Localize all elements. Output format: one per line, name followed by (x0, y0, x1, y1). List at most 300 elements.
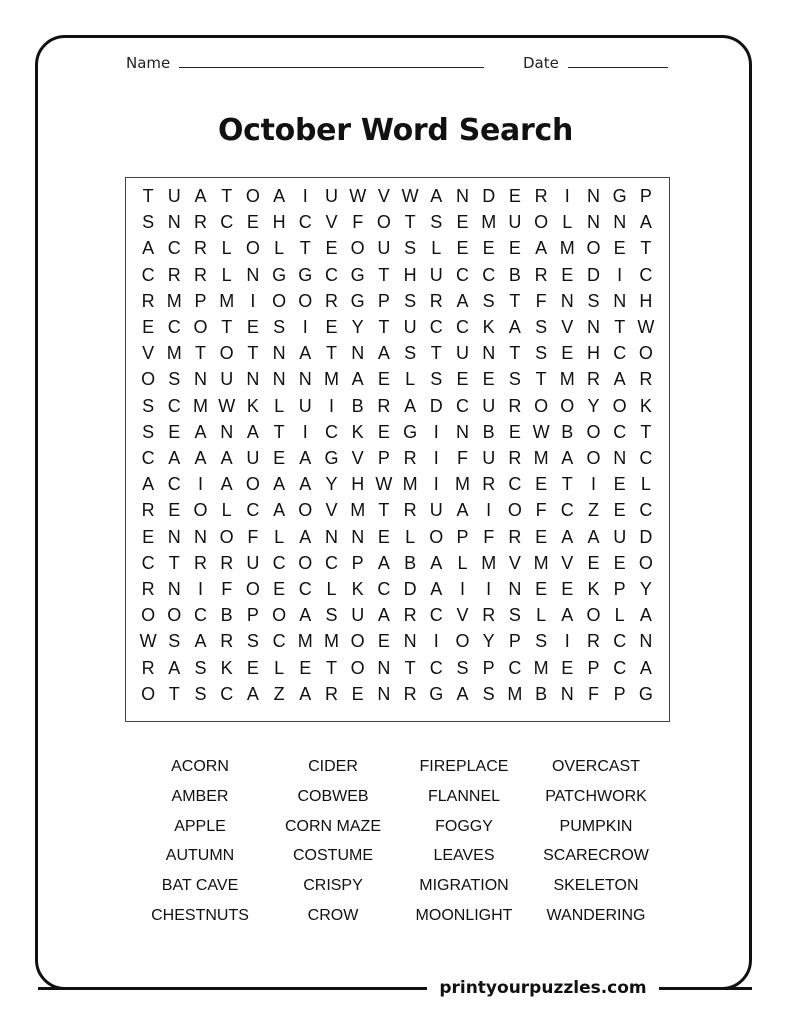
grid-letter: C (613, 631, 627, 652)
grid-letter: F (483, 526, 495, 547)
grid-letter: O (560, 395, 575, 416)
letter-grid (125, 177, 670, 722)
grid-row (126, 576, 671, 602)
grid-letter: U (455, 343, 469, 364)
grid-letter: E (273, 448, 286, 468)
grid-letter: S (535, 631, 548, 652)
grid-letter: O (167, 605, 182, 626)
grid-letter: N (272, 343, 286, 364)
grid-letter: S (508, 369, 521, 390)
grid-letter: E (561, 343, 574, 364)
grid-letter: R (403, 683, 417, 704)
grid-letter: H (403, 264, 417, 285)
grid-letter: O (298, 500, 313, 521)
grid-letter: C (141, 264, 155, 285)
grid-letter: N (586, 186, 600, 206)
grid-letter: P (377, 448, 390, 468)
grid-letter: O (350, 631, 365, 652)
grid-letter: U (613, 526, 627, 547)
grid-letter: C (613, 657, 627, 678)
word-item: COBWEB (297, 787, 369, 805)
grid-letter: V (377, 186, 390, 206)
grid-letter: F (587, 683, 599, 704)
grid-letter: C (167, 474, 181, 495)
grid-letter: R (482, 474, 496, 495)
grid-letter: M (166, 290, 182, 311)
grid-letter: A (456, 500, 469, 521)
grid-letter: R (141, 579, 155, 599)
grid-letter: V (351, 448, 364, 468)
grid-letter: O (141, 683, 156, 704)
grid-letter: I (486, 579, 492, 599)
grid-letter: B (220, 605, 233, 626)
grid-letter: D (586, 264, 600, 285)
grid-letter: N (246, 369, 260, 390)
date-label: Date (523, 54, 559, 72)
grid-letter: W (401, 186, 419, 206)
grid-letter: A (220, 448, 233, 468)
grid-letter: E (508, 421, 521, 442)
grid-letter: T (194, 343, 206, 364)
grid-letter: M (166, 343, 182, 364)
grid-letter: Y (482, 631, 495, 652)
grid-letter: I (459, 579, 465, 599)
grid-letter: N (455, 421, 469, 442)
grid-letter: T (325, 343, 337, 364)
grid-letter: P (377, 290, 390, 311)
grid-letter: G (612, 186, 627, 206)
grid-letter: A (299, 448, 312, 468)
word-column (263, 757, 403, 936)
grid-letter: E (168, 500, 181, 521)
grid-row (126, 655, 671, 681)
grid-letter: T (168, 552, 180, 573)
grid-letter: K (351, 421, 364, 442)
grid-letter: R (508, 395, 522, 416)
grid-letter: U (429, 264, 443, 285)
word-item: WANDERING (546, 906, 646, 924)
grid-row (126, 314, 671, 340)
grid-letter: H (586, 343, 600, 364)
grid-letter: O (141, 605, 156, 626)
grid-letter: G (638, 683, 653, 704)
grid-letter: S (587, 290, 600, 311)
grid-letter: S (456, 657, 469, 678)
grid-letter: N (246, 264, 260, 285)
grid-letter: C (508, 474, 522, 495)
grid-letter: U (351, 605, 365, 626)
grid-letter: E (613, 552, 626, 573)
grid-letter: I (328, 395, 334, 416)
grid-letter: L (562, 212, 573, 233)
grid-letter: R (534, 186, 548, 206)
grid-letter: S (482, 290, 495, 311)
grid-letter: G (403, 421, 418, 442)
grid-letter: M (533, 448, 549, 468)
grid-letter: L (274, 526, 285, 547)
grid-letter: P (587, 657, 600, 678)
grid-letter: P (482, 657, 495, 678)
grid-letter: Y (587, 395, 600, 416)
grid-letter: T (640, 421, 652, 442)
grid-letter: N (482, 343, 496, 364)
grid-letter: K (482, 317, 495, 337)
word-item: FOGGY (435, 817, 493, 835)
word-item: ACORN (171, 758, 229, 775)
grid-letter: E (142, 526, 155, 547)
grid-letter: D (482, 186, 496, 206)
word-item: MOONLIGHT (415, 906, 513, 924)
grid-letter: U (246, 552, 260, 573)
grid-letter: V (325, 212, 338, 233)
grid-letter: T (299, 238, 311, 259)
grid-letter: A (456, 290, 469, 311)
grid-letter: M (192, 395, 208, 416)
grid-letter: V (561, 317, 574, 337)
grid-letter: A (194, 186, 207, 206)
grid-letter: M (454, 474, 470, 495)
grid-letter: V (142, 343, 155, 364)
grid-letter: V (561, 552, 574, 573)
grid-letter: F (352, 212, 364, 233)
grid-letter: C (613, 343, 627, 364)
grid-letter: C (455, 395, 469, 416)
grid-letter: R (403, 605, 417, 626)
grid-row (126, 235, 671, 261)
name-label: Name (126, 54, 171, 72)
grid-letter: A (168, 448, 181, 468)
grid-letter: L (536, 605, 547, 626)
grid-letter: O (586, 605, 601, 626)
grid-letter: E (508, 186, 521, 206)
grid-letter: C (324, 552, 338, 573)
grid-letter: L (274, 395, 285, 416)
grid-letter: G (429, 683, 444, 704)
grid-letter: O (586, 238, 601, 259)
grid-letter: R (403, 500, 417, 521)
grid-letter: U (403, 317, 417, 337)
grid-letter: C (167, 238, 181, 259)
word-item: PATCHWORK (545, 787, 647, 805)
grid-letter: M (350, 500, 366, 521)
grid-letter: T (561, 474, 573, 495)
grid-letter: R (429, 290, 443, 311)
grid-letter: I (302, 421, 308, 442)
grid-row (126, 550, 671, 576)
grid-letter: O (219, 343, 234, 364)
grid-letter: C (613, 421, 627, 442)
grid-letter: N (613, 290, 627, 311)
grid-letter: C (429, 605, 443, 626)
grid-letter: V (325, 500, 338, 521)
word-item: BAT CAVE (161, 877, 239, 895)
grid-letter: T (378, 317, 390, 337)
grid-letter: P (613, 579, 626, 599)
grid-letter: I (197, 579, 203, 599)
grid-letter: A (299, 683, 312, 704)
grid-letter: O (534, 395, 549, 416)
grid-letter: A (351, 369, 364, 390)
grid-letter: T (247, 343, 259, 364)
grid-letter: U (482, 395, 496, 416)
grid-letter: M (533, 657, 549, 678)
grid-letter: Z (587, 500, 599, 521)
grid-letter: A (273, 500, 286, 521)
grid-letter: T (221, 317, 233, 337)
grid-letter: E (587, 552, 600, 573)
grid-letter: S (168, 369, 181, 390)
grid-letter: B (561, 421, 574, 442)
grid-letter: C (167, 395, 181, 416)
grid-letter: N (377, 657, 391, 678)
word-item: MIGRATION (419, 877, 509, 895)
grid-letter: E (482, 238, 495, 259)
grid-letter: I (590, 474, 596, 495)
grid-letter: S (142, 395, 155, 416)
grid-letter: R (141, 290, 155, 311)
grid-letter: N (560, 290, 574, 311)
grid-letter: A (561, 526, 574, 547)
word-item: APPLE (174, 817, 226, 835)
grid-letter: S (535, 317, 548, 337)
grid-letter: R (193, 264, 207, 285)
grid-letter: C (482, 264, 496, 285)
grid-row (126, 524, 671, 550)
grid-letter: C (298, 579, 312, 599)
grid-letter: A (613, 369, 626, 390)
grid-row (126, 262, 671, 288)
grid-letter: E (535, 526, 548, 547)
grid-letter: M (533, 552, 549, 573)
grid-letter: C (141, 448, 155, 468)
grid-letter: U (167, 186, 181, 206)
grid-letter: L (221, 500, 232, 521)
grid-letter: B (482, 421, 495, 442)
grid-letter: A (430, 579, 443, 599)
grid-letter: R (482, 605, 496, 626)
grid-letter: E (561, 657, 574, 678)
grid-letter: E (508, 238, 521, 259)
grid-letter: T (614, 317, 626, 337)
grid-letter: A (168, 657, 181, 678)
grid-letter: R (193, 552, 207, 573)
grid-letter: A (639, 212, 652, 233)
grid-letter: I (617, 264, 623, 285)
grid-letter: E (561, 264, 574, 285)
grid-letter: N (351, 526, 365, 547)
grid-letter: N (298, 369, 312, 390)
grid-letter: D (403, 579, 417, 599)
grid-letter: E (456, 369, 469, 390)
grid-letter: E (325, 317, 338, 337)
header-fields (0, 52, 791, 74)
grid-letter: S (430, 369, 443, 390)
grid-letter: O (350, 657, 365, 678)
grid-letter: A (377, 605, 390, 626)
grid-letter: G (350, 264, 365, 285)
grid-letter: C (377, 579, 391, 599)
grid-letter: P (194, 290, 207, 311)
grid-letter: C (508, 657, 522, 678)
grid-letter: A (142, 474, 155, 495)
page-title: October Word Search (217, 113, 574, 148)
grid-letter: C (429, 657, 443, 678)
grid-letter: C (455, 264, 469, 285)
word-column (526, 757, 666, 936)
grid-letter: T (221, 186, 233, 206)
grid-letter: O (298, 290, 313, 311)
grid-letter: M (507, 683, 523, 704)
grid-letter: A (220, 474, 233, 495)
grid-letter: K (639, 395, 652, 416)
grid-letter: T (168, 683, 180, 704)
grid-letter: N (613, 212, 627, 233)
grid-letter: N (377, 683, 391, 704)
grid-letter: C (141, 552, 155, 573)
grid-letter: R (193, 238, 207, 259)
grid-letter: E (246, 657, 259, 678)
grid-letter: Y (325, 474, 338, 495)
grid-letter: I (433, 474, 439, 495)
grid-letter: L (221, 264, 232, 285)
grid-letter: E (299, 657, 312, 678)
grid-letter: R (403, 448, 417, 468)
grid-letter: M (323, 631, 339, 652)
grid-letter: R (324, 290, 338, 311)
grid-letter: W (349, 186, 367, 206)
grid-letter: T (640, 238, 652, 259)
grid-letter: A (299, 343, 312, 364)
grid-letter: P (246, 605, 259, 626)
grid-letter: P (351, 552, 364, 573)
grid-letter: M (481, 552, 497, 573)
word-column (394, 757, 534, 936)
grid-letter: I (564, 186, 570, 206)
grid-letter: I (197, 474, 203, 495)
grid-row (126, 288, 671, 314)
grid-letter: S (482, 683, 495, 704)
grid-letter: N (167, 579, 181, 599)
grid-letter: M (219, 290, 235, 311)
grid-letter: B (508, 264, 521, 285)
word-item: LEAVES (433, 847, 495, 865)
grid-letter: C (324, 264, 338, 285)
grid-letter: M (559, 369, 575, 390)
grid-letter: E (377, 369, 390, 390)
grid-letter: T (378, 264, 390, 285)
grid-letter: L (221, 238, 232, 259)
grid-letter: E (456, 238, 469, 259)
grid-letter: I (250, 290, 256, 311)
grid-letter: O (455, 631, 470, 652)
word-item: SKELETON (553, 877, 639, 895)
grid-letter: M (297, 631, 313, 652)
word-item: CHESTNUTS (151, 906, 249, 924)
grid-letter: C (639, 264, 653, 285)
grid-letter: K (351, 579, 364, 599)
grid-letter: I (302, 186, 308, 206)
grid-letter: O (193, 500, 208, 521)
grid-letter: U (246, 448, 260, 468)
grid-letter: N (455, 186, 469, 206)
grid-letter: P (613, 683, 626, 704)
grid-letter: A (535, 238, 548, 259)
grid-letter: E (351, 683, 364, 704)
grid-letter: O (638, 552, 653, 573)
grid-letter: G (272, 264, 287, 285)
grid-letter: A (456, 683, 469, 704)
grid-letter: E (168, 421, 181, 442)
grid-letter: K (246, 395, 259, 416)
grid-letter: C (167, 317, 181, 337)
grid-letter: U (298, 395, 312, 416)
grid-letter: E (273, 579, 286, 599)
grid-letter: A (430, 186, 443, 206)
grid-row (126, 681, 671, 707)
grid-letter: E (377, 526, 390, 547)
grid-letter: R (324, 683, 338, 704)
grid-letter: O (245, 474, 260, 495)
grid-letter: H (272, 212, 286, 233)
grid-letter: N (167, 526, 181, 547)
word-item: COSTUME (293, 847, 373, 865)
grid-letter: R (167, 264, 181, 285)
footer-site: printyourpuzzles.com (427, 976, 659, 1000)
grid-letter: R (534, 264, 548, 285)
grid-row (126, 471, 671, 497)
grid-letter: L (274, 238, 285, 259)
grid-letter: A (142, 238, 155, 259)
grid-letter: P (639, 186, 652, 206)
grid-letter: A (194, 631, 207, 652)
word-item: CROW (307, 906, 359, 924)
word-item: SCARECROW (543, 847, 649, 865)
grid-letter: G (324, 448, 339, 468)
grid-letter: F (247, 526, 259, 547)
grid-row (126, 602, 671, 628)
grid-letter: A (246, 421, 259, 442)
grid-letter: O (245, 238, 260, 259)
grid-letter: S (325, 605, 338, 626)
grid-letter: C (429, 317, 443, 337)
grid-letter: W (139, 631, 157, 652)
word-item: CRISPY (303, 877, 363, 895)
grid-letter: T (142, 186, 154, 206)
word-item: AUTUMN (165, 847, 235, 865)
grid-letter: E (456, 212, 469, 233)
grid-row (126, 497, 671, 523)
grid-letter: R (377, 395, 391, 416)
grid-letter: T (509, 343, 521, 364)
grid-letter: N (193, 369, 207, 390)
grid-letter: S (535, 343, 548, 364)
grid-letter: B (535, 683, 548, 704)
grid-letter: N (272, 369, 286, 390)
grid-letter: U (220, 369, 234, 390)
grid-letter: C (220, 212, 234, 233)
grid-letter: U (324, 186, 338, 206)
grid-letter: N (586, 317, 600, 337)
grid-letter: C (455, 317, 469, 337)
grid-letter: T (325, 657, 337, 678)
grid-letter: G (350, 290, 365, 311)
grid-letter: A (404, 395, 417, 416)
grid-letter: W (375, 474, 393, 495)
footer-rule-right (659, 987, 752, 990)
grid-letter: A (508, 317, 521, 337)
grid-letter: Z (273, 683, 285, 704)
date-line (568, 67, 668, 68)
